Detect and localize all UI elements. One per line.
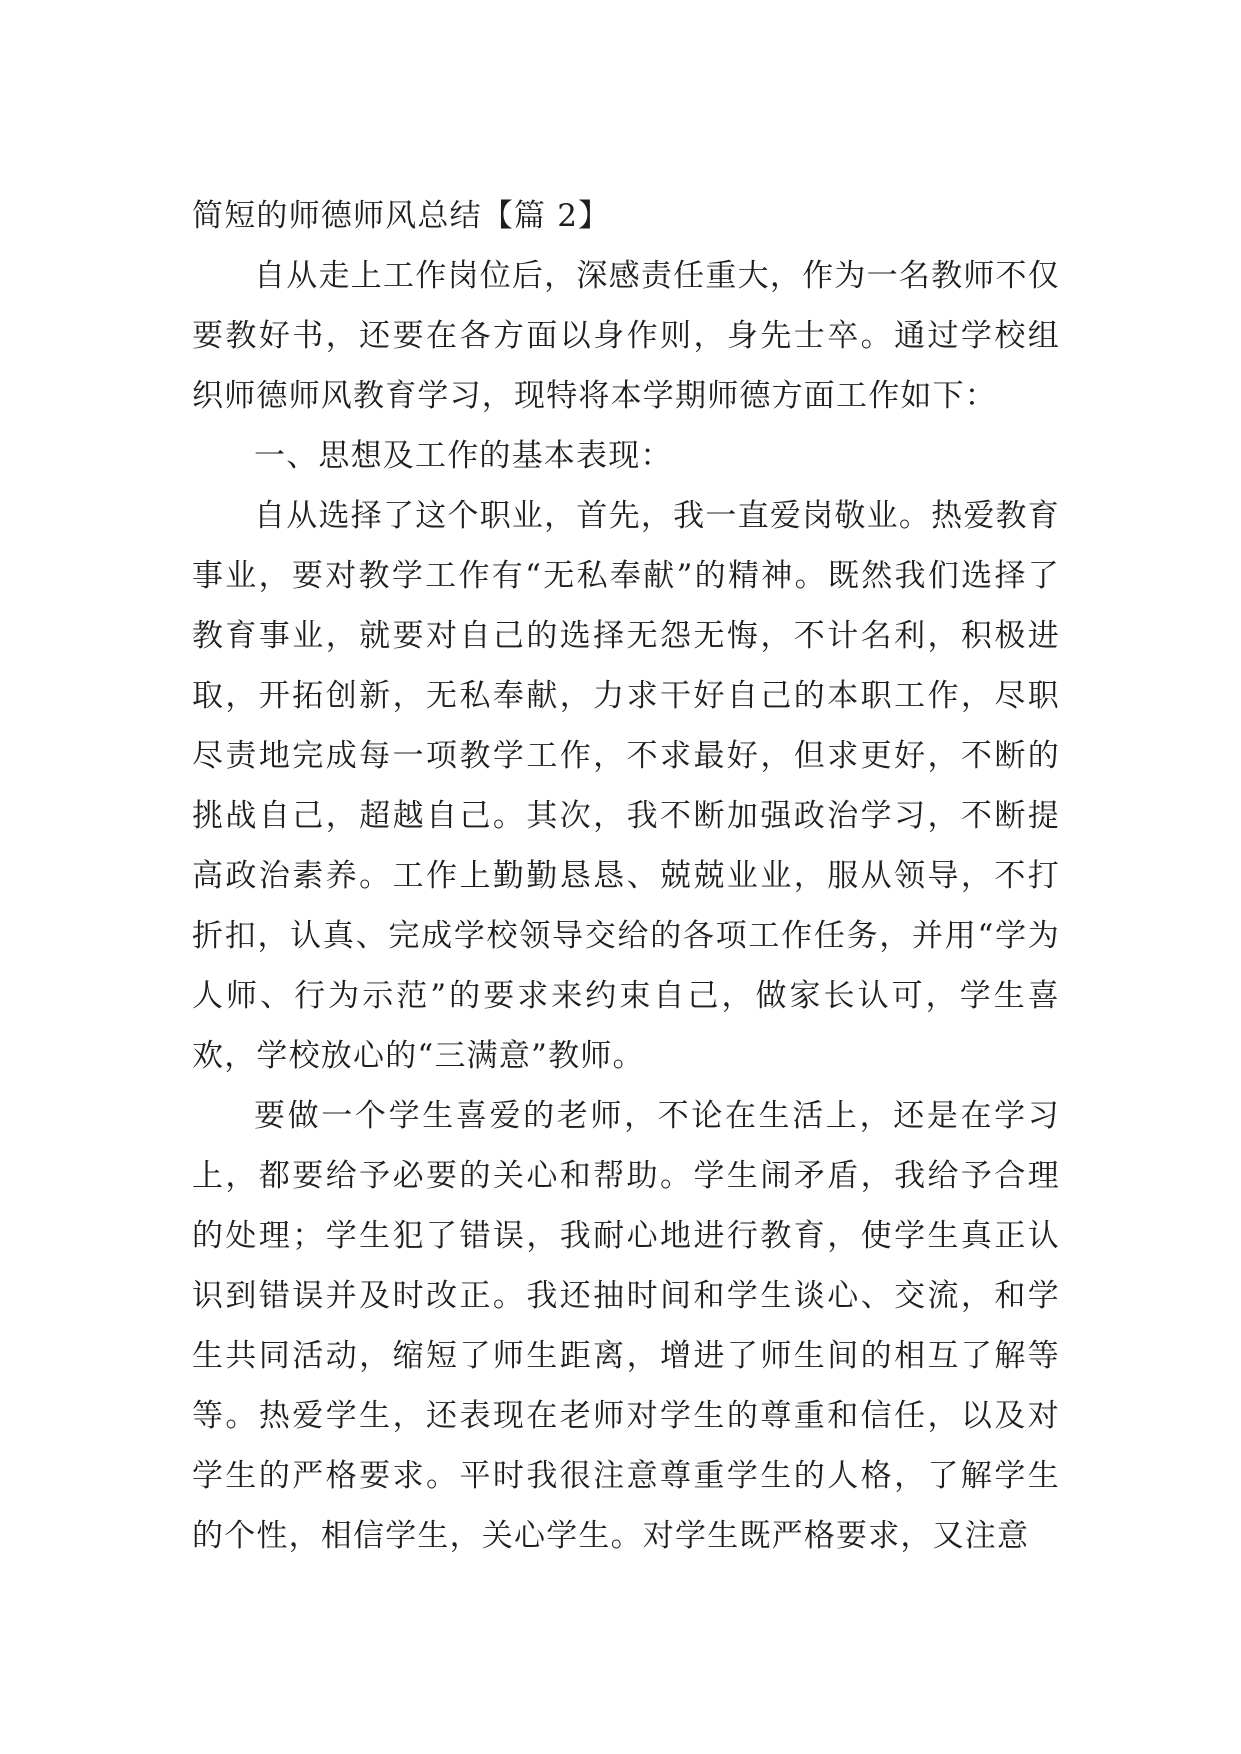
paragraph-care-for-students: 要做一个学生喜爱的老师，不论在生活上，还是在学习上，都要给予必要的关心和帮助。学生闹矛盾，我给予合理的处理；学生犯了错误，我耐心地进行教育，使学生真正认识到错误并及时改正。我还抽时间和学生谈心、交流，和学生共同活动，缩短了师生距离，增进了师生间的相互了解等等。热爱学生，还表现在老师对学生的尊重和信任，以及对学生的严格要求。平时我很注意尊重学生的人格，了解学生的个性，相信学生，关心学生。对学生既严格要求，又注意	[192, 1098, 1060, 1554]
document-title: 简短的师德师风总结【篇 2】	[192, 198, 611, 234]
paragraph-dedication: 自从选择了这个职业，首先，我一直爱岗敬业。热爱教育事业，要对教学工作有“无私奉献”的精神。既然我们选择了教育事业，就要对自己的选择无怨无悔，不计名利，积极进取，开拓创新，无私奉献，力求干好自己的本职工作，尽职尽责地完成每一项教学工作，不求最好，但求更好，不断的挑战自己，超越自己。其次，我不断加强政治学习，不断提高政治素养。工作上勤勤恳恳、兢兢业业，服从领导，不打折扣，认真、完成学校领导交给的各项工作任务，并用“学为人师、行为示范”的要求来约束自己，做家长认可，学生喜欢，学校放心的“三满意”教师。	[192, 498, 1060, 1074]
document-body	[192, 186, 1060, 1566]
section-heading: 一、思想及工作的基本表现：	[254, 438, 673, 474]
paragraph-intro: 自从走上工作岗位后，深感责任重大，作为一名教师不仅要教好书，还要在各方面以身作则，身先士卒。通过学校组织师德师风教育学习，现特将本学期师德方面工作如下：	[192, 258, 1060, 414]
